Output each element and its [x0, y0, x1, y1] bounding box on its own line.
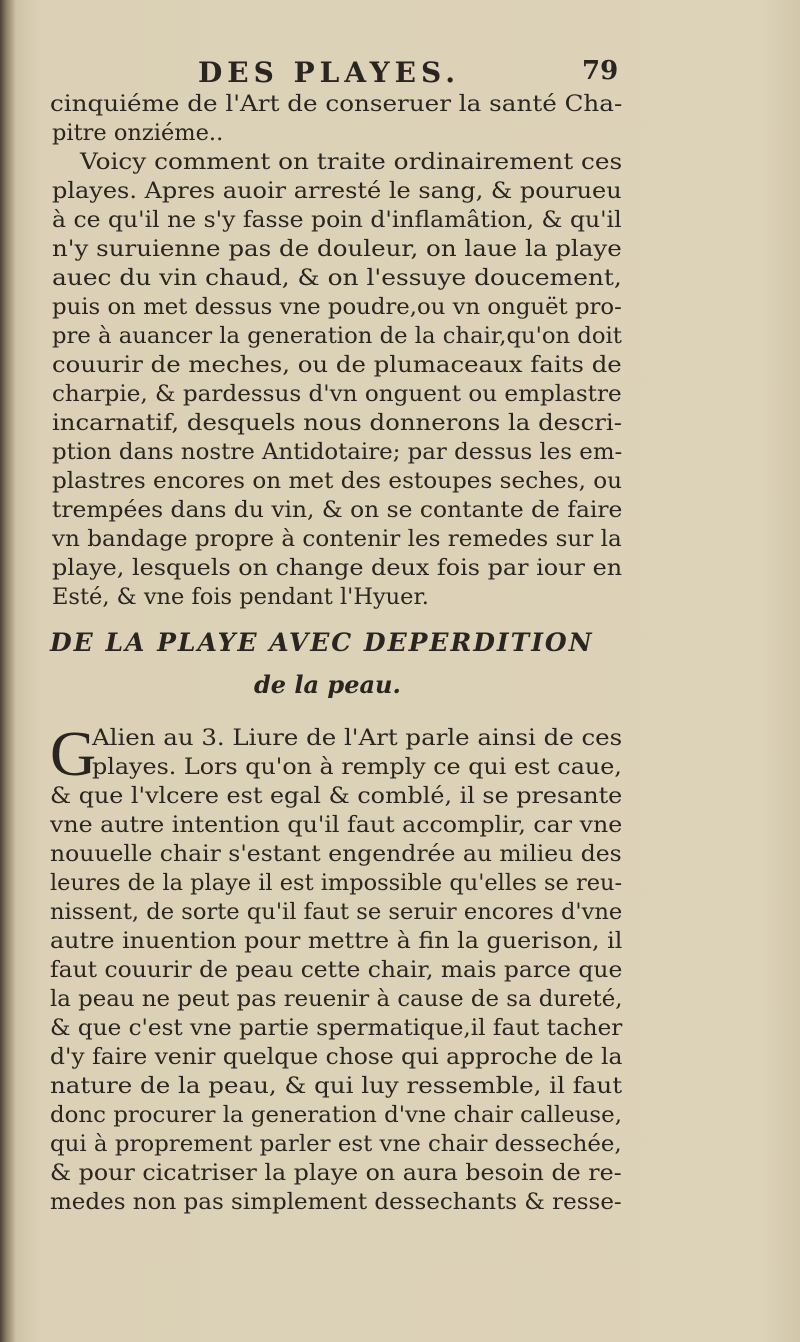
text-line: medes non pas simplement dessechants & resse- — [50, 1189, 622, 1215]
text-line: Esté, & vne fois pendant l'Hyuer. — [52, 584, 429, 610]
text-line: leures de la playe il est impossible qu'elles se reu- — [50, 870, 623, 896]
section-subheading: de la peau. — [254, 670, 401, 699]
drop-cap: G — [50, 718, 97, 789]
text-line: playes. Apres auoir arresté le sang, & pourueu — [52, 178, 622, 204]
text-line: nouuelle chair s'estant engendrée au milieu des — [50, 841, 622, 867]
text-line: playes. Lors qu'on à remply ce qui est caue, — [92, 754, 622, 780]
text-line: trempées dans du vin, & on se contante de faire — [52, 497, 623, 523]
text-line: pitre onziéme.. — [52, 120, 224, 146]
text-line: d'y faire venir quelque chose qui approche de la — [50, 1044, 623, 1070]
text-line: nature de la peau, & qui luy ressemble, il faut — [50, 1073, 623, 1099]
section-heading: DE LA PLAYE AVEC DEPERDITION — [50, 628, 594, 657]
text-line: charpie, & pardessus d'vn onguent ou emplastre — [52, 381, 622, 407]
text-line: nissent, de sorte qu'il faut se seruir encores d'vne — [50, 899, 623, 925]
text-line: & que c'est vne partie spermatique,il faut tacher — [50, 1015, 623, 1041]
text-line: & pour cicatriser la playe on aura besoin de re- — [50, 1160, 622, 1186]
text-line: qui à proprement parler est vne chair dessechée, — [50, 1131, 622, 1157]
text-line: vne autre intention qu'il faut accomplir, car vne — [50, 812, 623, 838]
text-line: autre inuention pour mettre à fin la guerison, il — [50, 928, 623, 954]
text-line: à ce qu'il ne s'y fasse poin d'inflamâtion, & qu'il — [52, 207, 622, 233]
text-line: donc procurer la generation d'vne chair calleuse, — [50, 1102, 622, 1128]
text-line: ption dans nostre Antidotaire; par dessus les em- — [52, 439, 623, 465]
text-line: vn bandage propre à contenir les remedes sur la — [52, 526, 622, 552]
text-line: la peau ne peut pas reuenir à cause de sa dureté, — [50, 986, 623, 1012]
text-line: puis on met dessus vne poudre,ou vn onguët pro- — [52, 294, 622, 320]
text-line: n'y suruienne pas de douleur, on laue la playe — [52, 236, 622, 262]
text-line: plastres encores on met des estoupes seches, ou — [52, 468, 623, 494]
text-line: playe, lesquels on change deux fois par iour en — [52, 555, 623, 581]
text-line: pre à auancer la generation de la chair,qu'on doit — [52, 323, 622, 349]
running-head-title: DES PLAYES. — [198, 56, 460, 89]
text-line: & que l'vlcere est egal & comblé, il se presante — [50, 783, 623, 809]
text-line: Voicy comment on traite ordinairement ces — [80, 149, 623, 175]
text-line: cinquiéme de l'Art de conseruer la santé Cha- — [50, 91, 623, 117]
page-number: 79 — [582, 56, 619, 86]
text-line: incarnatif, desquels nous donnerons la descri- — [52, 410, 622, 436]
text-line: auec du vin chaud, & on l'essuye doucement, — [52, 265, 622, 291]
text-line: Alien au 3. Liure de l'Art parle ainsi de ces — [92, 725, 623, 751]
text-line: faut couurir de peau cette chair, mais parce que — [50, 957, 623, 983]
text-line: couurir de meches, ou de plumaceaux faits de — [52, 352, 622, 378]
